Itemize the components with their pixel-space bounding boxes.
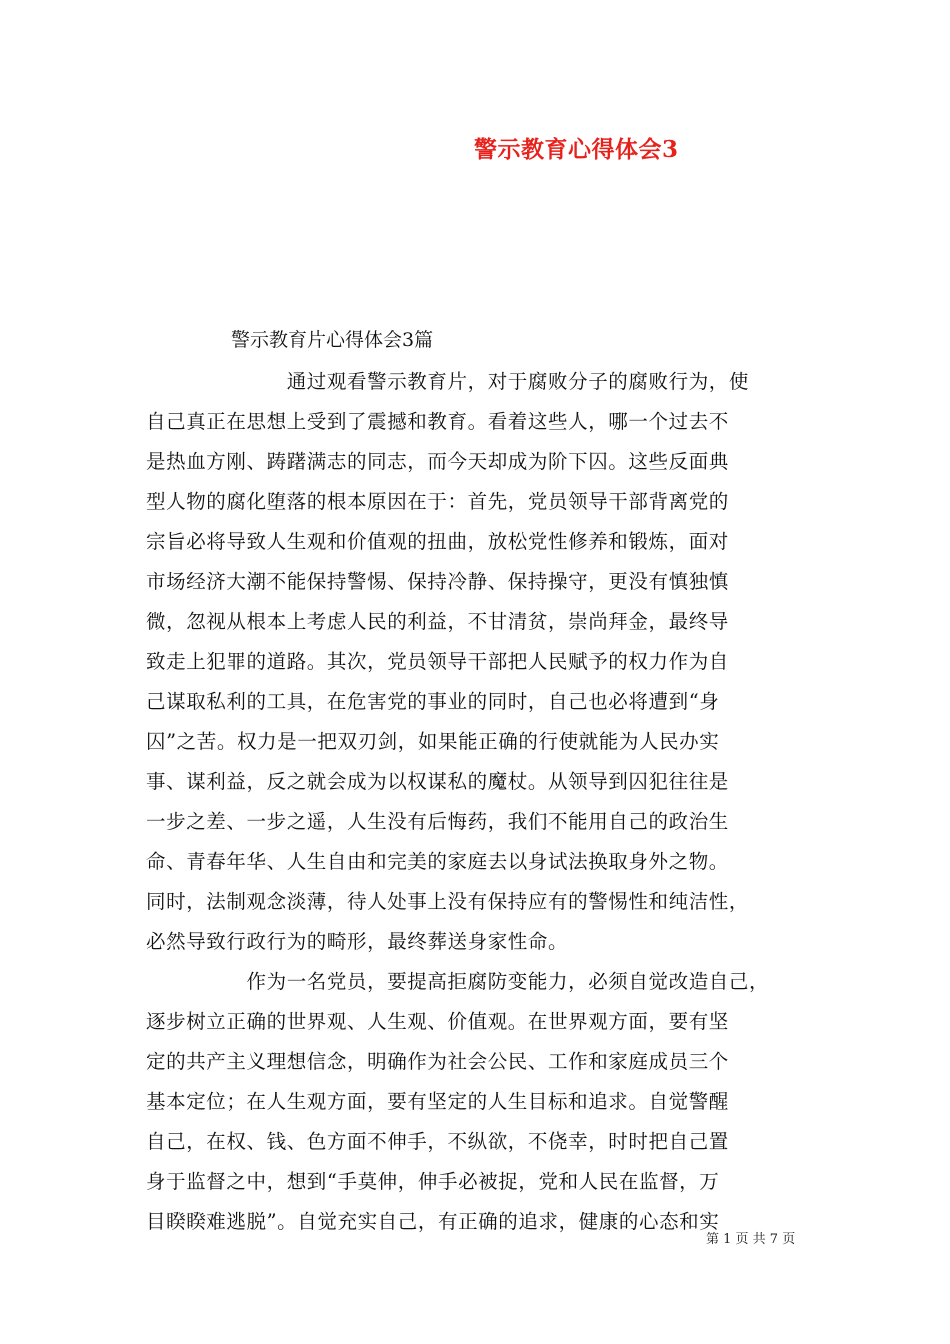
body-line: 通过观看警示教育片，对于腐败分子的腐败行为，使 <box>146 370 750 393</box>
body-line: 定的共产主义理想信念，明确作为社会公民、工作和家庭成员三个 <box>146 1050 729 1073</box>
body-line: 型人物的腐化堕落的根本原因在于：首先，党员领导干部背离党的 <box>146 490 729 513</box>
body-line: 事、谋利益，反之就会成为以权谋私的魔杖。从领导到囚犯往往是 <box>146 770 729 793</box>
page-number-footer: 第 1 页 共 7 页 <box>706 1232 796 1247</box>
body-line: 己谋取私利的工具，在危害党的事业的同时，自己也必将遭到“身 <box>146 690 720 713</box>
document-subtitle: 警示教育片心得体会3篇 <box>231 329 434 351</box>
document-title: 警示教育心得体会3 <box>474 136 679 163</box>
body-line: 身于监督之中，想到“手莫伸，伸手必被捉，党和人民在监督，万 <box>146 1170 720 1193</box>
body-line: 目睽睽难逃脱”。自觉充实自己，有正确的追求，健康的心态和实 <box>146 1210 720 1233</box>
body-line: 致走上犯罪的道路。其次，党员领导干部把人民赋予的权力作为自 <box>146 650 729 673</box>
body-line: 一步之差、一步之遥，人生没有后悔药，我们不能用自己的政治生 <box>146 810 729 833</box>
body-line: 是热血方刚、踌躇满志的同志，而今天却成为阶下囚。这些反面典 <box>146 450 729 473</box>
body-line: 宗旨必将导致人生观和价值观的扭曲，放松党性修养和锻炼，面对 <box>146 530 729 553</box>
body-line: 微，忽视从根本上考虑人民的利益，不甘清贫，崇尚拜金，最终导 <box>146 610 729 633</box>
body-line: 市场经济大潮不能保持警惕、保持冷静、保持操守，更没有慎独慎 <box>146 570 729 593</box>
body-line: 囚”之苦。权力是一把双刃剑，如果能正确的行使就能为人民办实 <box>146 730 720 753</box>
body-line: 自己，在权、钱、色方面不伸手，不纵欲，不侥幸，时时把自己置 <box>146 1130 729 1153</box>
body-line: 命、青春年华、人生自由和完美的家庭去以身试法换取身外之物。 <box>146 850 729 873</box>
body-line: 同时，法制观念淡薄，待人处事上没有保持应有的警惕性和纯洁性， <box>146 890 750 913</box>
body-line: 逐步树立正确的世界观、人生观、价值观。在世界观方面，要有坚 <box>146 1010 729 1033</box>
body-text <box>146 362 808 1242</box>
body-line: 自己真正在思想上受到了震撼和教育。看着这些人，哪一个过去不 <box>146 410 729 433</box>
body-line: 基本定位；在人生观方面，要有坚定的人生目标和追求。自觉警醒 <box>146 1090 729 1113</box>
body-line: 必然导致行政行为的畸形，最终葬送身家性命。 <box>146 930 569 953</box>
body-line: 作为一名党员，要提高拒腐防变能力，必须自觉改造自己， <box>146 970 770 993</box>
